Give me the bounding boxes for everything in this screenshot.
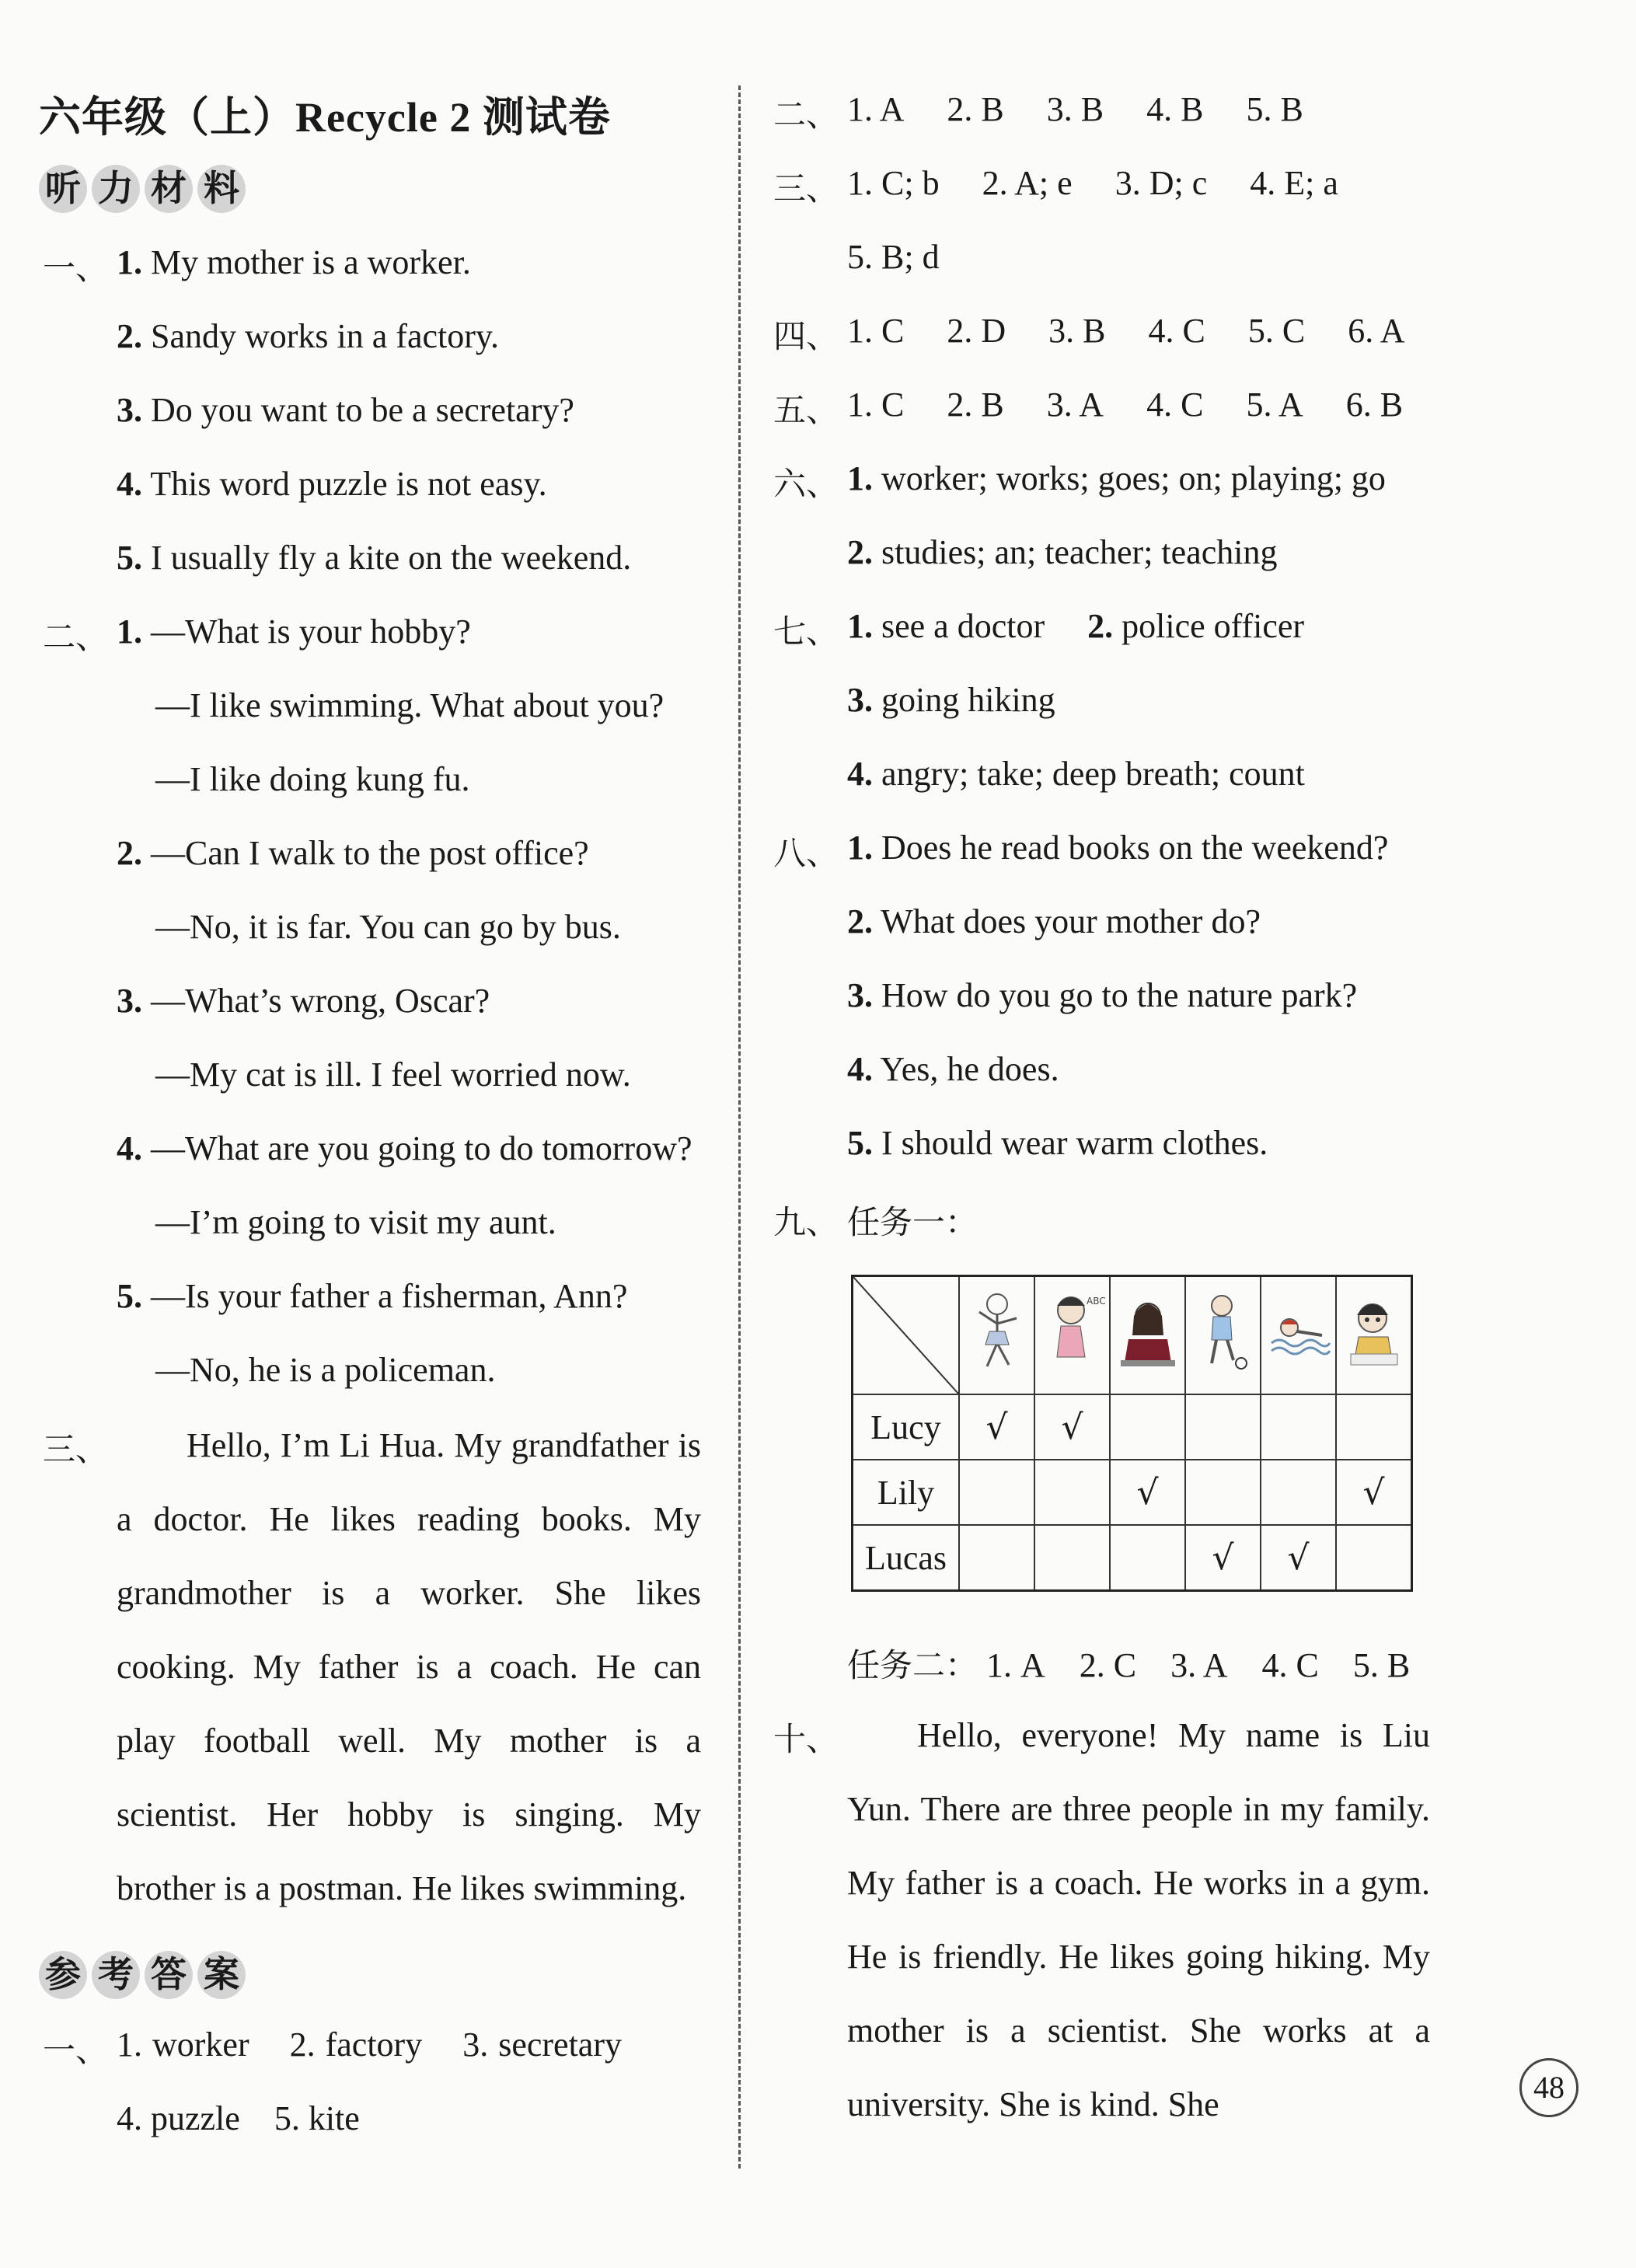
answer-line: 5. B; d (847, 238, 940, 276)
answer-line: 1. worker; works; goes; on; playing; go (847, 459, 1386, 497)
answer-line: 1. C 2. B 3. A 4. C 5. A 6. B (847, 386, 1404, 424)
dancing-girl-icon (970, 1289, 1024, 1374)
answers-header: 参 考 答 案 (39, 1951, 246, 1999)
task1-label: 任务一： (847, 1203, 978, 1241)
empty-cell (1336, 1525, 1412, 1591)
answer-line: 4. puzzle 5. kite (117, 2099, 360, 2137)
answer-line: 1. see a doctor 2. police officer (847, 607, 1305, 645)
section-label: 九、 (773, 1203, 839, 1241)
section-label: 四、 (773, 317, 839, 355)
passage-text: Hello, everyone! My name is Liu Yun. There are three people in my family. My father is a coach. He works in a gym. He is friendly. He likes going hiking. My mother is a scientist. She works at a university. She is kind. She (847, 1716, 1430, 2123)
section-label: 二、 (773, 96, 839, 134)
empty-cell (1261, 1394, 1336, 1460)
listening-item: 3. Do you want to be a secretary? (117, 391, 574, 429)
hobby-picture-dancing (959, 1276, 1034, 1395)
check-mark: √ (1185, 1525, 1261, 1591)
empty-cell (1185, 1394, 1261, 1460)
page-number: 48 (1519, 2058, 1578, 2117)
answer-line: 3. going hiking (847, 681, 1055, 719)
hobby-picture-reading (1110, 1276, 1185, 1395)
answer-line: 1. worker 2. factory 3. secretary (117, 2025, 622, 2064)
answer-line: 1. C 2. D 3. B 4. C 5. C 6. A (847, 312, 1405, 350)
empty-cell (1034, 1460, 1110, 1525)
dialog-line: —I like doing kung fu. (155, 760, 470, 798)
table-row (853, 1460, 1412, 1525)
check-mark: √ (1261, 1525, 1336, 1591)
table-corner (853, 1276, 960, 1395)
singing-girl-icon (1041, 1289, 1104, 1374)
hobby-picture-drawing (1336, 1276, 1412, 1395)
swimming-boy-icon (1268, 1289, 1330, 1374)
section-label: 七、 (773, 612, 839, 651)
answer-line: 5. I should wear warm clothes. (847, 1124, 1268, 1162)
empty-cell (1110, 1394, 1185, 1460)
empty-cell (1336, 1394, 1412, 1460)
dialog-line: 1. —What is your hobby? (117, 612, 471, 651)
check-mark: √ (1336, 1460, 1412, 1525)
dialog-line: —No, it is far. You can go by bus. (155, 908, 621, 946)
row-name: Lucas (853, 1525, 960, 1591)
section-label: 八、 (773, 834, 839, 872)
listening-passage: Hello, I’m Li Hua. My grandfather is a doctor. He likes reading books. My grandmother is a worker. She likes cooking. My father is a coach. He can play football well. My mother is a scientist. Her hobby is singing. My brother is a postman. He likes swimming. (117, 1426, 701, 1907)
empty-cell (1185, 1460, 1261, 1525)
hobby-picture-singing (1034, 1276, 1110, 1395)
section-label: 二、 (43, 618, 109, 656)
listening-item: 1. My mother is a worker. (117, 243, 471, 281)
empty-cell (959, 1525, 1034, 1591)
page-title: 六年级（上）Recycle 2 测试卷 (39, 94, 611, 141)
section-label: 五、 (773, 391, 839, 429)
table-row (853, 1525, 1412, 1591)
hobby-picture-football (1185, 1276, 1261, 1395)
section-label: 十、 (773, 1720, 839, 1758)
row-name: Lily (853, 1460, 960, 1525)
answer-line: 4. Yes, he does. (847, 1050, 1059, 1088)
section-label: 三、 (773, 169, 839, 208)
dialog-line: 2. —Can I walk to the post office? (117, 834, 589, 872)
section-label: 六、 (773, 465, 839, 503)
section-label: 一、 (43, 249, 109, 287)
answer-line: 3. How do you go to the nature park? (847, 976, 1358, 1014)
section-label: 三、 (43, 1430, 109, 1468)
dialog-line: —No, he is a policeman. (155, 1351, 496, 1389)
empty-cell (1110, 1525, 1185, 1591)
row-name: Lucy (853, 1394, 960, 1460)
dialog-line: 3. —What’s wrong, Oscar? (117, 982, 490, 1020)
empty-cell (959, 1460, 1034, 1525)
reading-girl-icon (1117, 1289, 1179, 1374)
listening-header: 听 力 材 料 (39, 165, 246, 213)
empty-cell (1261, 1460, 1336, 1525)
check-mark: √ (959, 1394, 1034, 1460)
answer-line: 1. Does he read books on the weekend? (847, 829, 1389, 867)
section-label: 一、 (43, 2031, 109, 2069)
answer-line: 1. C; b 2. A; e 3. D; c 4. E; a (847, 164, 1338, 202)
diagonal-line (853, 1277, 958, 1394)
listening-item: 2. Sandy works in a factory. (117, 317, 500, 355)
answer-line: 1. A 2. B 3. B 4. B 5. B (847, 90, 1303, 128)
drawing-girl-icon (1343, 1289, 1405, 1374)
hobby-table (851, 1275, 1413, 1592)
check-mark: √ (1034, 1394, 1110, 1460)
dialog-line: —I like swimming. What about you? (155, 686, 665, 724)
listening-item: 4. This word puzzle is not easy. (117, 465, 547, 503)
answer-line: 2. What does your mother do? (847, 902, 1261, 940)
task2-answers: 任务二： 1. A 2. C 3. A 4. C 5. B (847, 1646, 1411, 1684)
column-divider (738, 85, 741, 2169)
dialog-line: 5. —Is your father a fisherman, Ann? (117, 1277, 628, 1315)
empty-cell (1034, 1525, 1110, 1591)
dialog-line: 4. —What are you going to do tomorrow? (117, 1129, 692, 1167)
table-row (853, 1394, 1412, 1460)
dialog-line: —My cat is ill. I feel worried now. (155, 1055, 631, 1094)
hobby-picture-swimming (1261, 1276, 1336, 1395)
answer-line: 4. angry; take; deep breath; count (847, 755, 1305, 793)
football-boy-icon (1196, 1289, 1251, 1374)
listening-item: 5. I usually fly a kite on the weekend. (117, 539, 632, 577)
answer-line: 2. studies; an; teacher; teaching (847, 533, 1278, 571)
svg-text:ABC: ABC (1086, 1295, 1106, 1307)
dialog-line: —I’m going to visit my aunt. (155, 1203, 556, 1241)
check-mark: √ (1110, 1460, 1185, 1525)
